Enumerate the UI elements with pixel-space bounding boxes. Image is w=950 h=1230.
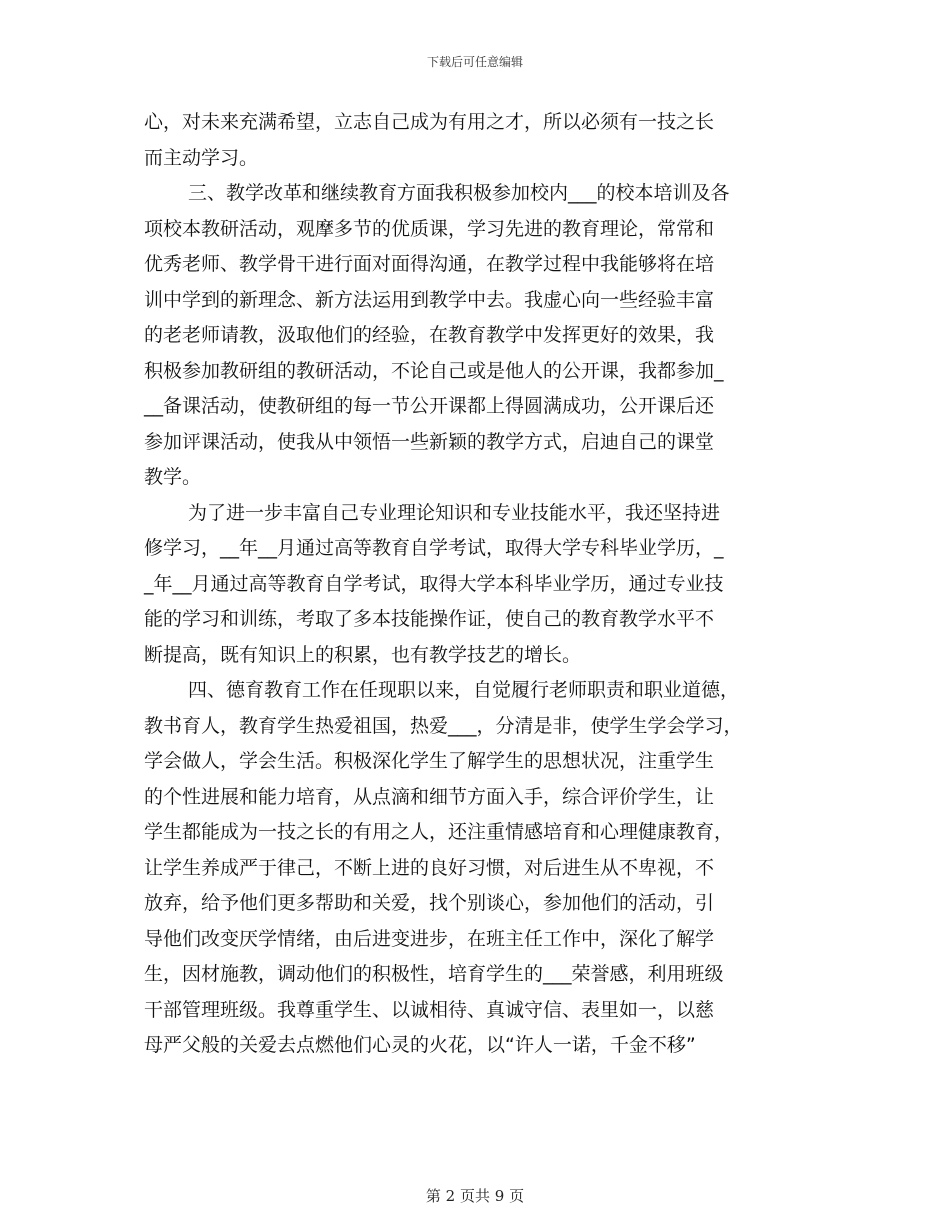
text-line: 学生都能成为一技之长的有用之人，还注重情感培育和心理健康教育，	[144, 821, 734, 843]
text-line: 的个性进展和能力培育，从点滴和细节方面入手，综合评价学生，让	[144, 785, 715, 808]
text-line: 参加评课活动，使我从中领悟一些新颖的教学方式，启迪自己的课堂	[144, 430, 715, 453]
text-line: 训中学到的新理念、新方法运用到教学中去。我虚心向一些经验丰富	[144, 288, 715, 311]
text-line: 而主动学习。	[144, 146, 259, 169]
text-line: 心，对未来充满希望，立志自己成为有用之才，所以必须有一技之长	[144, 111, 715, 133]
text-line: _年__月通过高等教育自学考试，取得大学本科毕业学历，通过专业技	[144, 572, 724, 595]
text-line: 的老老师请教，汲取他们的经验，在教育教学中发挥更好的效果，我	[144, 324, 715, 346]
text-line: 断提高，既有知识上的积累，也有教学技艺的增长。	[144, 643, 582, 666]
text-line: 教书育人，教育学生热爱祖国，热爱___，分清是非，使学生学会学习，	[144, 714, 743, 737]
text-line: 三、教学改革和继续教育方面我积极参加校内___的校本培训及各	[188, 182, 730, 204]
text-line: 放弃，给予他们更多帮助和关爱，找个别谈心，参加他们的活动，引	[144, 892, 715, 914]
text-line: 让学生养成严于律己，不断上进的良好习惯，对后进生从不卑视，不	[144, 856, 715, 879]
text-line: 修学习，__年__月通过高等教育自学考试，取得大学专科毕业学历，_	[144, 537, 724, 559]
page-header: 下载后可任意编辑	[426, 55, 523, 69]
document-body	[144, 105, 809, 1064]
text-line: 生，因材施教，调动他们的积极性，培育学生的___荣誉感，利用班级	[144, 963, 724, 985]
text-line: 干部管理班级。我尊重学生、以诚相待、真诚守信、表里如一，以慈	[144, 998, 715, 1021]
text-line: 为了进一步丰富自己专业理论知识和专业技能水平，我还坚持进	[188, 501, 721, 524]
text-line: 四、德育教育工作在任现职以来，自觉履行老师职责和职业道德，	[188, 679, 740, 701]
text-line: 母严父般的关爱去点燃他们心灵的火花，以“许人一诺，千金不移”	[144, 1034, 696, 1056]
page-number: 第 2 页共 9 页	[425, 1187, 525, 1205]
text-line: 导他们改变厌学情绪，由后进变进步，在班主任工作中，深化了解学	[144, 927, 715, 950]
text-line: __备课活动，使教研组的每一节公开课都上得圆满成功，公开课后还	[144, 395, 715, 417]
text-line: 项校本教研活动，观摩多节的优质课，学习先进的教育理论，常常和	[144, 217, 715, 240]
text-line: 积极参加教研组的教研活动，不论自己或是他人的公开课，我都参加_	[144, 359, 724, 382]
text-line: 优秀老师、教学骨干进行面对面得沟通，在教学过程中我能够将在培	[144, 253, 715, 275]
text-line: 教学。	[144, 466, 202, 488]
text-line: 学会做人，学会生活。积极深化学生了解学生的思想状况，注重学生	[144, 750, 715, 772]
text-line: 能的学习和训练，考取了多本技能操作证，使自己的教育教学水平不	[144, 608, 715, 630]
